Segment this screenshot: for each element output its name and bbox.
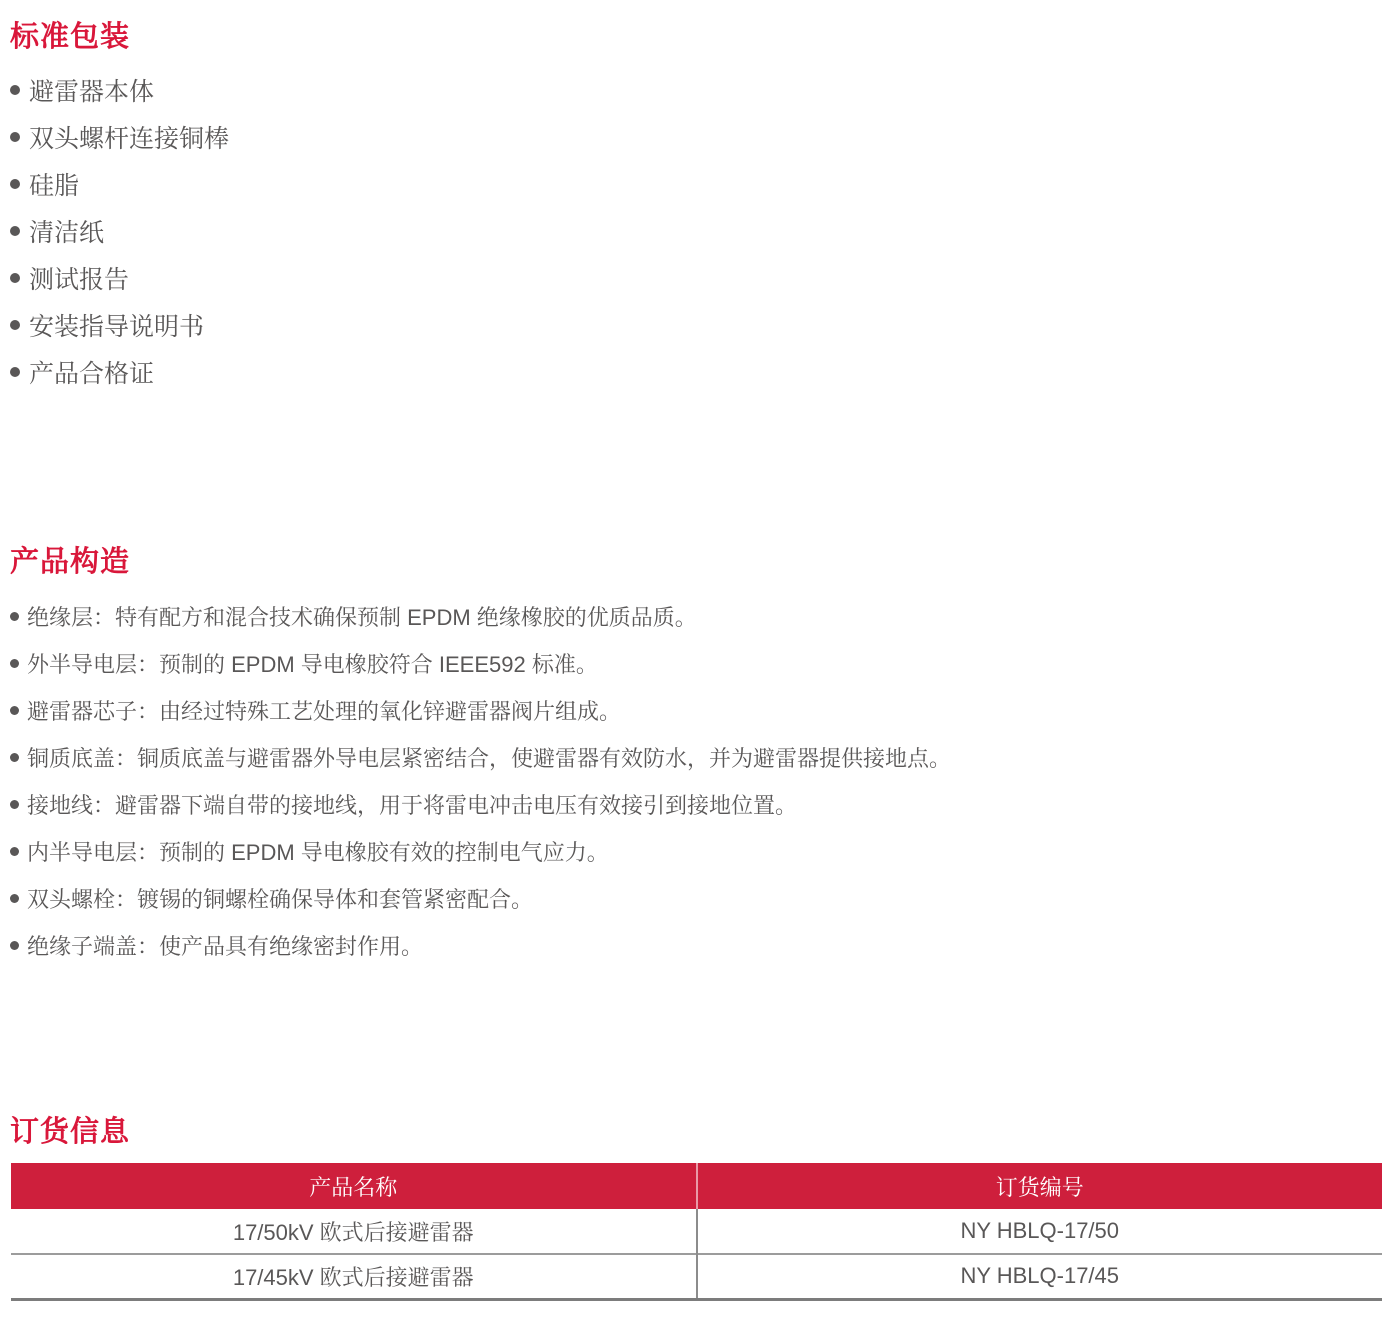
- bullet-icon: [10, 612, 19, 621]
- bullet-icon: [10, 320, 20, 330]
- section-standard-packaging: [10, 22, 1388, 395]
- order-number-cell: NY HBLQ-17/50: [697, 1209, 1383, 1254]
- list-item-text: 铜质底盖：铜质底盖与避雷器外导电层紧密结合，使避雷器有效防水，并为避雷器提供接地点。: [27, 746, 952, 771]
- ordering-table: [11, 1163, 1382, 1301]
- list-item-text: 避雷器芯子：由经过特殊工艺处理的氧化锌避雷器阀片组成。: [27, 699, 622, 724]
- list-item-text: 内半导电层：预制的 EPDM 导电橡胶有效的控制电气应力。: [27, 840, 609, 865]
- list-item-text: 绝缘层：特有配方和混合技术确保预制 EPDM 绝缘橡胶的优质品质。: [27, 605, 697, 630]
- list-item: [10, 640, 1388, 687]
- bullet-icon: [10, 367, 20, 377]
- list-item-text: 外半导电层：预制的 EPDM 导电橡胶符合 IEEE592 标准。: [27, 652, 598, 677]
- list-item: [10, 301, 1388, 348]
- list-item: [10, 593, 1388, 640]
- packaging-list: [10, 66, 1388, 395]
- list-item-text: 测试报告: [29, 265, 130, 294]
- list-item-text: 清洁纸: [29, 218, 105, 247]
- list-item-text: 双头螺栓：镀锡的铜螺栓确保导体和套管紧密配合。: [27, 887, 534, 912]
- product-name-cell: 17/50kV 欧式后接避雷器: [11, 1209, 697, 1254]
- list-item-text: 产品合格证: [29, 359, 155, 388]
- list-item-text: 接地线：避雷器下端自带的接地线，用于将雷电冲击电压有效接引到接地位置。: [27, 793, 798, 818]
- table-header-order-number: 订货编号: [697, 1163, 1383, 1209]
- bullet-icon: [10, 273, 20, 283]
- ordering-heading: 订货信息: [10, 1116, 131, 1148]
- list-item: [10, 348, 1388, 395]
- packaging-heading: 标准包装: [10, 21, 131, 53]
- section-product-construction: [10, 547, 1388, 969]
- list-item: [10, 160, 1388, 207]
- list-item: [10, 66, 1388, 113]
- bullet-icon: [10, 847, 19, 856]
- product-name-cell: 17/45kV 欧式后接避雷器: [11, 1254, 697, 1299]
- bullet-icon: [10, 659, 19, 668]
- list-item: [10, 113, 1388, 160]
- table-header-product-name: 产品名称: [11, 1163, 697, 1209]
- list-item-text: 绝缘子端盖：使产品具有绝缘密封作用。: [27, 934, 424, 959]
- bullet-icon: [10, 179, 20, 189]
- list-item-text: 双头螺杆连接铜棒: [29, 124, 230, 153]
- list-item: [10, 207, 1388, 254]
- construction-list: [10, 593, 1388, 969]
- bullet-icon: [10, 894, 19, 903]
- table-header-row: [11, 1163, 1382, 1209]
- section-ordering-info: [10, 1117, 1388, 1301]
- list-item: [10, 254, 1388, 301]
- list-item: [10, 734, 1388, 781]
- table-row: [11, 1209, 1382, 1254]
- list-item: [10, 828, 1388, 875]
- list-item: [10, 687, 1388, 734]
- table-row: [11, 1254, 1382, 1299]
- list-item: [10, 875, 1388, 922]
- order-number-cell: NY HBLQ-17/45: [697, 1254, 1383, 1299]
- bullet-icon: [10, 800, 19, 809]
- list-item: [10, 922, 1388, 969]
- list-item: [10, 781, 1388, 828]
- bullet-icon: [10, 226, 20, 236]
- bullet-icon: [10, 85, 20, 95]
- list-item-text: 避雷器本体: [29, 77, 155, 106]
- bullet-icon: [10, 706, 19, 715]
- bullet-icon: [10, 941, 19, 950]
- list-item-text: 硅脂: [29, 171, 80, 200]
- construction-heading: 产品构造: [10, 546, 131, 578]
- list-item-text: 安装指导说明书: [29, 312, 205, 341]
- bullet-icon: [10, 753, 19, 762]
- bullet-icon: [10, 132, 20, 142]
